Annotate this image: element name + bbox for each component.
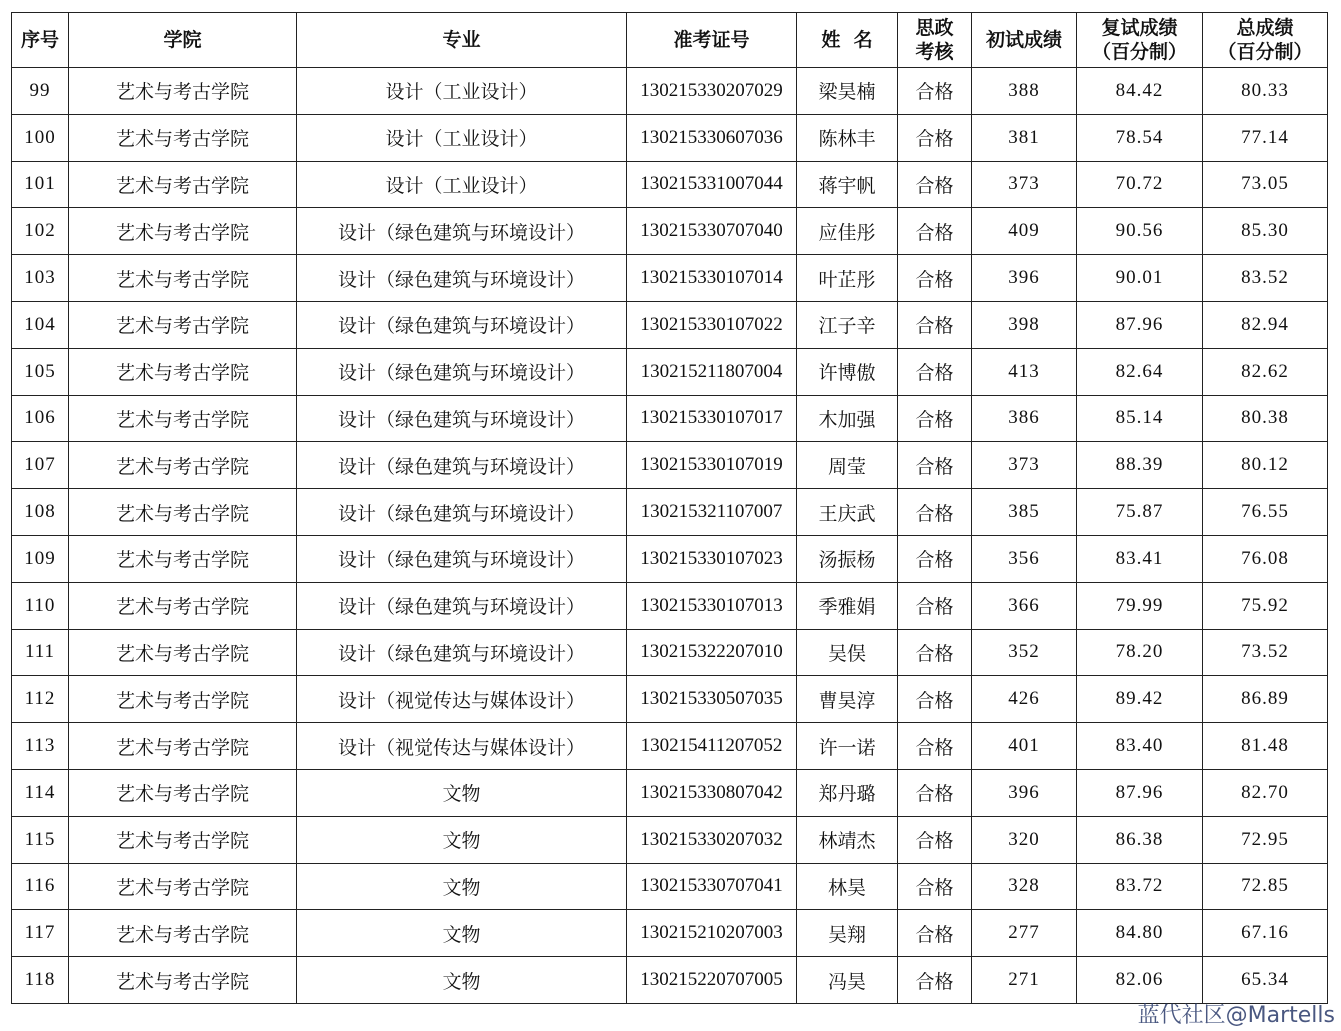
cell-retest: 78.54 xyxy=(1077,114,1203,161)
cell-major: 设计（工业设计） xyxy=(297,161,627,208)
cell-major: 设计（绿色建筑与环境设计） xyxy=(297,301,627,348)
cell-politics: 合格 xyxy=(898,161,972,208)
cell-name: 许博傲 xyxy=(797,348,898,395)
cell-seq: 112 xyxy=(12,676,69,723)
header-exam-id: 准考证号 xyxy=(627,13,797,68)
cell-exam-id: 130215330707041 xyxy=(627,863,797,910)
cell-exam-id: 130215330807042 xyxy=(627,769,797,816)
cell-name: 王庆武 xyxy=(797,489,898,536)
cell-name: 应佳彤 xyxy=(797,208,898,255)
cell-major: 文物 xyxy=(297,910,627,957)
cell-exam-id: 130215220707005 xyxy=(627,957,797,1004)
cell-total: 73.05 xyxy=(1203,161,1328,208)
cell-name: 江子辛 xyxy=(797,301,898,348)
cell-college: 艺术与考古学院 xyxy=(69,442,297,489)
cell-total: 82.62 xyxy=(1203,348,1328,395)
cell-politics: 合格 xyxy=(898,301,972,348)
header-total xyxy=(1203,13,1328,68)
cell-major: 设计（工业设计） xyxy=(297,114,627,161)
table-row xyxy=(12,161,1328,208)
cell-exam-id: 130215330207032 xyxy=(627,816,797,863)
cell-name: 木加强 xyxy=(797,395,898,442)
cell-exam-id: 130215210207003 xyxy=(627,910,797,957)
cell-major: 文物 xyxy=(297,957,627,1004)
cell-name: 叶芷彤 xyxy=(797,255,898,302)
cell-retest: 70.72 xyxy=(1077,161,1203,208)
cell-major: 设计（视觉传达与媒体设计） xyxy=(297,676,627,723)
cell-college: 艺术与考古学院 xyxy=(69,769,297,816)
cell-total: 80.38 xyxy=(1203,395,1328,442)
header-prelim: 初试成绩 xyxy=(972,13,1077,68)
cell-name: 陈林丰 xyxy=(797,114,898,161)
cell-total: 85.30 xyxy=(1203,208,1328,255)
cell-name: 林靖杰 xyxy=(797,816,898,863)
cell-total: 76.08 xyxy=(1203,535,1328,582)
cell-exam-id: 130215330107013 xyxy=(627,582,797,629)
cell-name: 周莹 xyxy=(797,442,898,489)
cell-prelim: 413 xyxy=(972,348,1077,395)
cell-college: 艺术与考古学院 xyxy=(69,676,297,723)
cell-seq: 107 xyxy=(12,442,69,489)
cell-college: 艺术与考古学院 xyxy=(69,208,297,255)
cell-prelim: 373 xyxy=(972,161,1077,208)
cell-seq: 108 xyxy=(12,489,69,536)
cell-politics: 合格 xyxy=(898,629,972,676)
cell-retest: 78.20 xyxy=(1077,629,1203,676)
cell-major: 设计（绿色建筑与环境设计） xyxy=(297,348,627,395)
cell-exam-id: 130215330107022 xyxy=(627,301,797,348)
cell-seq: 101 xyxy=(12,161,69,208)
table-row xyxy=(12,723,1328,770)
cell-retest: 90.01 xyxy=(1077,255,1203,302)
cell-major: 设计（绿色建筑与环境设计） xyxy=(297,535,627,582)
cell-major: 设计（绿色建筑与环境设计） xyxy=(297,582,627,629)
cell-college: 艺术与考古学院 xyxy=(69,723,297,770)
table-row xyxy=(12,301,1328,348)
table-row xyxy=(12,582,1328,629)
cell-retest: 83.41 xyxy=(1077,535,1203,582)
cell-politics: 合格 xyxy=(898,723,972,770)
cell-total: 73.52 xyxy=(1203,629,1328,676)
table-row xyxy=(12,676,1328,723)
cell-total: 80.12 xyxy=(1203,442,1328,489)
header-seq: 序号 xyxy=(12,13,69,68)
header-politics xyxy=(898,13,972,68)
cell-politics: 合格 xyxy=(898,910,972,957)
cell-major: 设计（绿色建筑与环境设计） xyxy=(297,208,627,255)
cell-exam-id: 130215330707040 xyxy=(627,208,797,255)
cell-retest: 82.64 xyxy=(1077,348,1203,395)
cell-major: 设计（绿色建筑与环境设计） xyxy=(297,442,627,489)
cell-name: 冯昊 xyxy=(797,957,898,1004)
cell-college: 艺术与考古学院 xyxy=(69,114,297,161)
header-major: 专业 xyxy=(297,13,627,68)
cell-seq: 118 xyxy=(12,957,69,1004)
cell-total: 65.34 xyxy=(1203,957,1328,1004)
cell-seq: 117 xyxy=(12,910,69,957)
cell-total: 76.55 xyxy=(1203,489,1328,536)
cell-retest: 83.72 xyxy=(1077,863,1203,910)
watermark: 蓝代社区@Martells xyxy=(1137,1003,1335,1028)
table-row xyxy=(12,255,1328,302)
header-total-line1: 总成绩 xyxy=(1236,17,1294,39)
cell-name: 季雅娟 xyxy=(797,582,898,629)
cell-total: 67.16 xyxy=(1203,910,1328,957)
cell-prelim: 398 xyxy=(972,301,1077,348)
header-politics-line1: 思政 xyxy=(915,17,954,39)
cell-retest: 90.56 xyxy=(1077,208,1203,255)
header-row xyxy=(12,13,1328,68)
cell-exam-id: 130215330107023 xyxy=(627,535,797,582)
cell-total: 77.14 xyxy=(1203,114,1328,161)
cell-politics: 合格 xyxy=(898,816,972,863)
cell-major: 设计（绿色建筑与环境设计） xyxy=(297,255,627,302)
cell-college: 艺术与考古学院 xyxy=(69,395,297,442)
cell-college: 艺术与考古学院 xyxy=(69,255,297,302)
header-college: 学院 xyxy=(69,13,297,68)
cell-politics: 合格 xyxy=(898,582,972,629)
cell-college: 艺术与考古学院 xyxy=(69,348,297,395)
cell-prelim: 396 xyxy=(972,769,1077,816)
cell-politics: 合格 xyxy=(898,535,972,582)
table-body xyxy=(12,68,1328,1004)
cell-prelim: 373 xyxy=(972,442,1077,489)
cell-retest: 88.39 xyxy=(1077,442,1203,489)
cell-retest: 75.87 xyxy=(1077,489,1203,536)
cell-politics: 合格 xyxy=(898,769,972,816)
cell-major: 设计（视觉传达与媒体设计） xyxy=(297,723,627,770)
cell-seq: 109 xyxy=(12,535,69,582)
header-total-line2: （百分制） xyxy=(1217,41,1313,63)
header-name: 姓 名 xyxy=(797,13,898,68)
cell-prelim: 401 xyxy=(972,723,1077,770)
header-retest-line2: （百分制） xyxy=(1091,41,1187,63)
cell-politics: 合格 xyxy=(898,395,972,442)
cell-college: 艺术与考古学院 xyxy=(69,957,297,1004)
cell-prelim: 385 xyxy=(972,489,1077,536)
cell-college: 艺术与考古学院 xyxy=(69,161,297,208)
cell-prelim: 386 xyxy=(972,395,1077,442)
cell-major: 文物 xyxy=(297,769,627,816)
cell-politics: 合格 xyxy=(898,442,972,489)
cell-exam-id: 130215411207052 xyxy=(627,723,797,770)
table-row xyxy=(12,442,1328,489)
cell-exam-id: 130215322207010 xyxy=(627,629,797,676)
cell-major: 设计（绿色建筑与环境设计） xyxy=(297,395,627,442)
cell-exam-id: 130215211807004 xyxy=(627,348,797,395)
cell-college: 艺术与考古学院 xyxy=(69,68,297,115)
cell-prelim: 409 xyxy=(972,208,1077,255)
cell-seq: 114 xyxy=(12,769,69,816)
cell-name: 吴俣 xyxy=(797,629,898,676)
header-retest-line1: 复试成绩 xyxy=(1101,17,1178,39)
cell-college: 艺术与考古学院 xyxy=(69,489,297,536)
cell-seq: 115 xyxy=(12,816,69,863)
cell-total: 80.33 xyxy=(1203,68,1328,115)
cell-total: 86.89 xyxy=(1203,676,1328,723)
header-retest xyxy=(1077,13,1203,68)
table-row xyxy=(12,863,1328,910)
cell-retest: 89.42 xyxy=(1077,676,1203,723)
table-row xyxy=(12,114,1328,161)
cell-prelim: 356 xyxy=(972,535,1077,582)
cell-retest: 83.40 xyxy=(1077,723,1203,770)
table-row xyxy=(12,489,1328,536)
cell-total: 72.95 xyxy=(1203,816,1328,863)
cell-politics: 合格 xyxy=(898,114,972,161)
cell-politics: 合格 xyxy=(898,208,972,255)
cell-college: 艺术与考古学院 xyxy=(69,301,297,348)
cell-prelim: 388 xyxy=(972,68,1077,115)
header-politics-line2: 考核 xyxy=(915,41,954,63)
table-row xyxy=(12,68,1328,115)
cell-college: 艺术与考古学院 xyxy=(69,582,297,629)
cell-total: 83.52 xyxy=(1203,255,1328,302)
cell-total: 75.92 xyxy=(1203,582,1328,629)
cell-total: 82.70 xyxy=(1203,769,1328,816)
cell-major: 设计（工业设计） xyxy=(297,68,627,115)
cell-retest: 84.42 xyxy=(1077,68,1203,115)
table-row xyxy=(12,769,1328,816)
cell-retest: 85.14 xyxy=(1077,395,1203,442)
table-row xyxy=(12,816,1328,863)
cell-name: 曹昊淳 xyxy=(797,676,898,723)
cell-retest: 86.38 xyxy=(1077,816,1203,863)
cell-prelim: 366 xyxy=(972,582,1077,629)
cell-seq: 106 xyxy=(12,395,69,442)
cell-seq: 103 xyxy=(12,255,69,302)
cell-politics: 合格 xyxy=(898,348,972,395)
cell-college: 艺术与考古学院 xyxy=(69,910,297,957)
cell-major: 文物 xyxy=(297,816,627,863)
cell-exam-id: 130215330107019 xyxy=(627,442,797,489)
cell-name: 汤振杨 xyxy=(797,535,898,582)
cell-seq: 99 xyxy=(12,68,69,115)
cell-name: 蒋宇帆 xyxy=(797,161,898,208)
cell-name: 梁昊楠 xyxy=(797,68,898,115)
cell-seq: 100 xyxy=(12,114,69,161)
cell-exam-id: 130215330207029 xyxy=(627,68,797,115)
cell-prelim: 396 xyxy=(972,255,1077,302)
cell-retest: 87.96 xyxy=(1077,301,1203,348)
cell-name: 郑丹璐 xyxy=(797,769,898,816)
cell-politics: 合格 xyxy=(898,676,972,723)
cell-total: 72.85 xyxy=(1203,863,1328,910)
cell-prelim: 277 xyxy=(972,910,1077,957)
cell-college: 艺术与考古学院 xyxy=(69,535,297,582)
cell-major: 设计（绿色建筑与环境设计） xyxy=(297,629,627,676)
cell-seq: 110 xyxy=(12,582,69,629)
cell-retest: 82.06 xyxy=(1077,957,1203,1004)
cell-seq: 105 xyxy=(12,348,69,395)
table-row xyxy=(12,629,1328,676)
table-header xyxy=(12,13,1328,68)
cell-prelim: 381 xyxy=(972,114,1077,161)
cell-major: 文物 xyxy=(297,863,627,910)
cell-seq: 111 xyxy=(12,629,69,676)
cell-total: 82.94 xyxy=(1203,301,1328,348)
cell-name: 林昊 xyxy=(797,863,898,910)
cell-politics: 合格 xyxy=(898,68,972,115)
cell-prelim: 328 xyxy=(972,863,1077,910)
table-row xyxy=(12,208,1328,255)
table-row xyxy=(12,535,1328,582)
cell-name: 吴翔 xyxy=(797,910,898,957)
table-row xyxy=(12,348,1328,395)
cell-college: 艺术与考古学院 xyxy=(69,816,297,863)
table-row xyxy=(12,957,1328,1004)
cell-seq: 102 xyxy=(12,208,69,255)
cell-seq: 116 xyxy=(12,863,69,910)
cell-name: 许一诺 xyxy=(797,723,898,770)
score-table xyxy=(11,12,1328,1004)
cell-prelim: 320 xyxy=(972,816,1077,863)
cell-exam-id: 130215330107017 xyxy=(627,395,797,442)
cell-exam-id: 130215321107007 xyxy=(627,489,797,536)
cell-seq: 113 xyxy=(12,723,69,770)
cell-college: 艺术与考古学院 xyxy=(69,863,297,910)
cell-exam-id: 130215331007044 xyxy=(627,161,797,208)
cell-major: 设计（绿色建筑与环境设计） xyxy=(297,489,627,536)
cell-retest: 87.96 xyxy=(1077,769,1203,816)
cell-politics: 合格 xyxy=(898,489,972,536)
cell-politics: 合格 xyxy=(898,255,972,302)
cell-total: 81.48 xyxy=(1203,723,1328,770)
cell-politics: 合格 xyxy=(898,957,972,1004)
cell-exam-id: 130215330507035 xyxy=(627,676,797,723)
cell-college: 艺术与考古学院 xyxy=(69,629,297,676)
cell-prelim: 271 xyxy=(972,957,1077,1004)
cell-exam-id: 130215330607036 xyxy=(627,114,797,161)
table-row xyxy=(12,910,1328,957)
table-row xyxy=(12,395,1328,442)
cell-exam-id: 130215330107014 xyxy=(627,255,797,302)
cell-prelim: 352 xyxy=(972,629,1077,676)
cell-retest: 84.80 xyxy=(1077,910,1203,957)
cell-seq: 104 xyxy=(12,301,69,348)
cell-prelim: 426 xyxy=(972,676,1077,723)
cell-politics: 合格 xyxy=(898,863,972,910)
cell-retest: 79.99 xyxy=(1077,582,1203,629)
